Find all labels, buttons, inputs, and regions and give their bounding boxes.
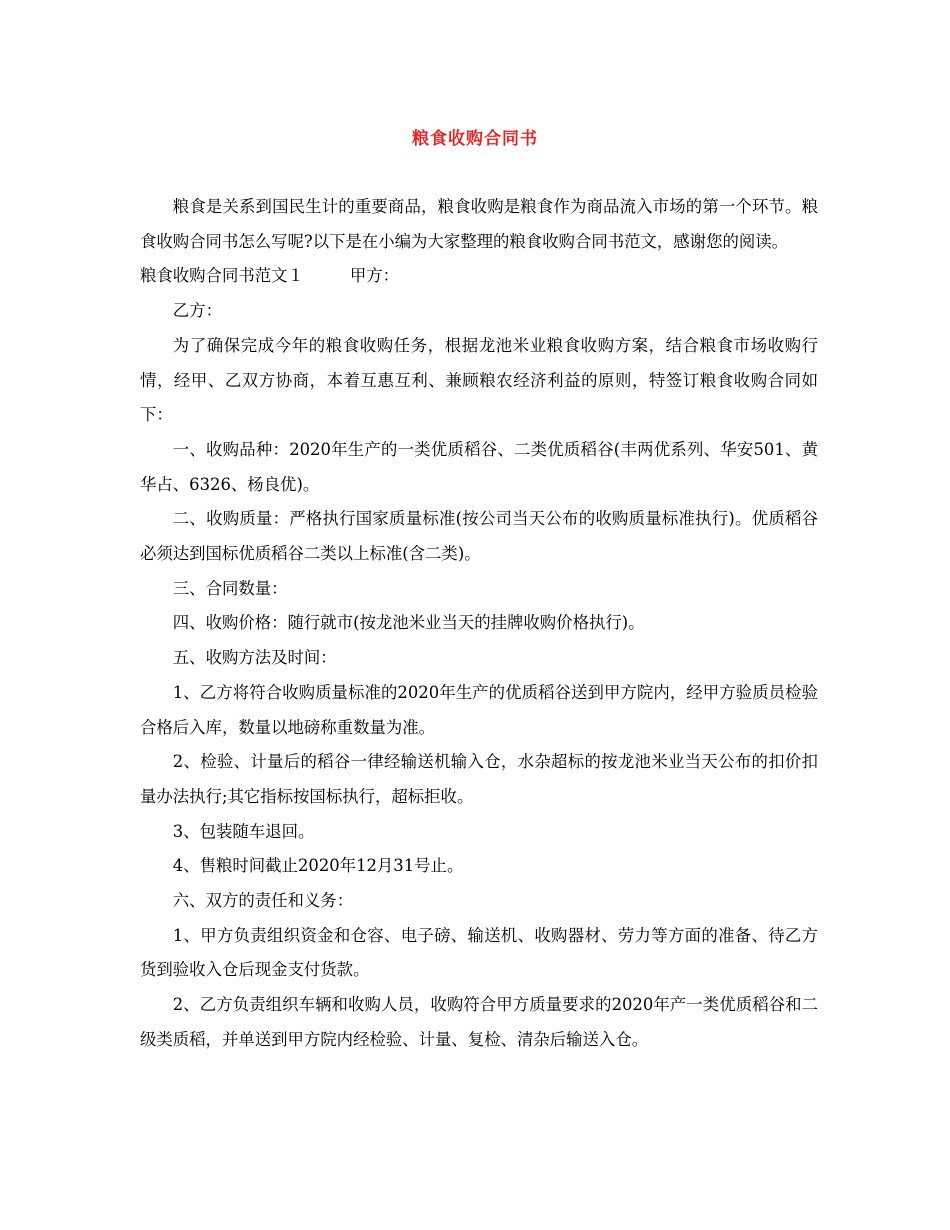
clause-5-item-4: 4、售粮时间截止2020年12月31号止。 (172, 856, 464, 876)
clause-6-item-2: 2、乙方负责组织车辆和收购人员，收购符合甲方质量要求的2020年产一类优质稻谷和二级类质稻，并单送到甲方院内经检验、计量、复检、清杂后输送入仓。 (140, 995, 818, 1049)
clause-2: 二、收购质量：严格执行国家质量标准(按公司当天公布的收购质量标准执行)。优质稻谷必须达到国标优质稻谷二类以上标准(含二类)。 (140, 509, 818, 564)
document-title: 粮食收购合同书 (412, 129, 538, 149)
intro-paragraph: 粮食是关系到国民生计的重要商品，粮食收购是粮食作为商品流入市场的第一个环节。粮食收购合同书怎么写呢?以下是在小编为大家整理的粮食收购合同书范文，感谢您的阅读。 (140, 197, 818, 251)
party-b-label: 乙方： (172, 301, 222, 321)
document-body (140, 190, 818, 1058)
clause-5-item-1: 1、乙方将符合收购质量标准的2020年生产的优质稻谷送到甲方院内，经甲方验质员检验合格后入库，数量以地磅称重数量为准。 (140, 682, 818, 737)
clause-5-item-3: 3、包装随车退回。 (172, 821, 315, 841)
clause-4: 四、收购价格：随行就市(按龙池米业当天的挂牌收购价格执行)。 (172, 613, 645, 633)
sample-heading: 粮食收购合同书范文１ (140, 266, 304, 286)
clause-6: 六、双方的责任和义务： (172, 891, 354, 911)
clause-5: 五、收购方法及时间： (172, 648, 337, 668)
party-a-label: 甲方： (349, 266, 400, 286)
clause-3: 三、合同数量： (172, 578, 288, 598)
preamble-paragraph: 为了确保完成今年的粮食收购任务，根据龙池米业粮食收购方案，结合粮食市场收购行情，经甲、乙双方协商，本着互惠互利、兼顾粮农经济利益的原则，特签订粮食收购合同如下： (140, 335, 818, 425)
clause-6-item-1: 1、甲方负责组织资金和仓容、电子磅、输送机、收购器材、劳力等方面的准备、待乙方货到验收入仓后现金支付货款。 (140, 925, 818, 980)
clause-1: 一、收购品种：2020年生产的一类优质稻谷、二类优质稻谷(丰两优系列、华安501、黄华占、6326、杨良优)。 (140, 439, 818, 494)
clause-5-item-2: 2、检验、计量后的稻谷一律经输送机输入仓，水杂超标的按龙池米业当天公布的扣价扣量办法执行;其它指标按国标执行，超标拒收。 (140, 752, 818, 806)
sample-heading-line (140, 259, 818, 294)
